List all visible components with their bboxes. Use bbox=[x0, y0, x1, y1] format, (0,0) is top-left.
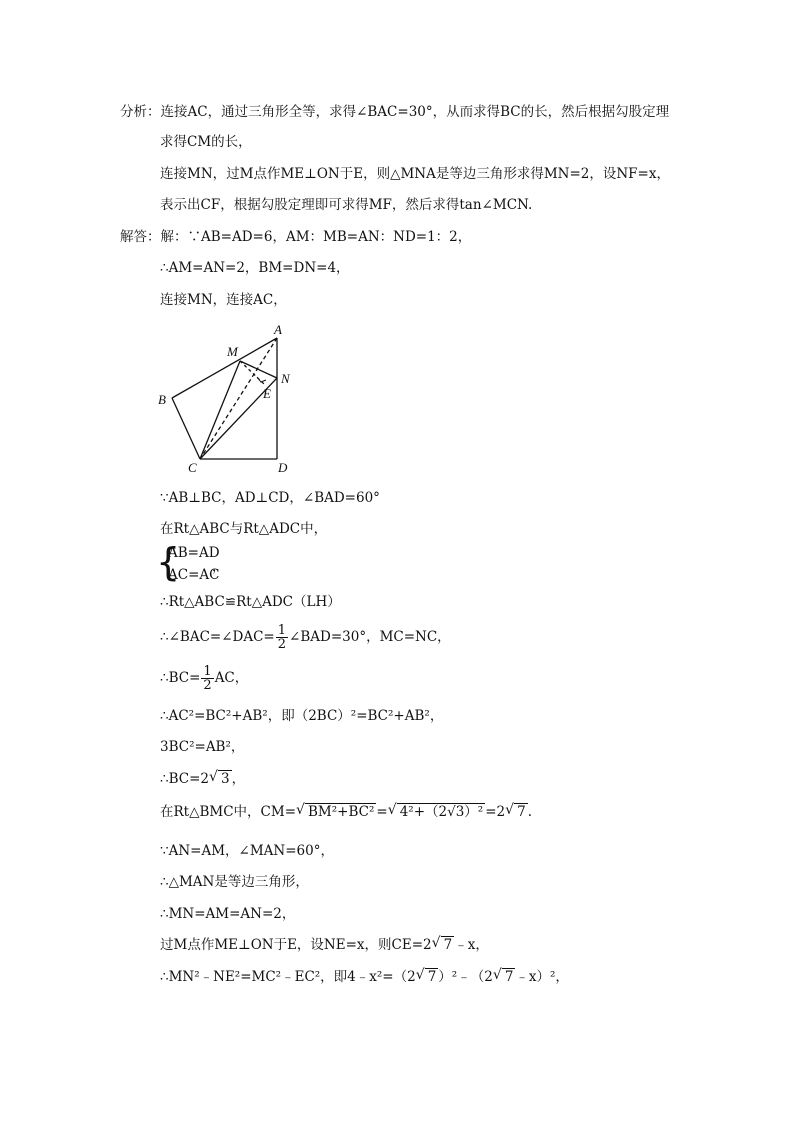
fraction-numerator: 1 bbox=[203, 664, 212, 679]
equation-system bbox=[156, 540, 276, 587]
line7-text-b: ∠BAD=30°，MC=NC， bbox=[289, 629, 451, 645]
brace-symbol: { bbox=[156, 540, 181, 584]
analysis-prefix: 分析： bbox=[120, 104, 161, 120]
solution-line-8 bbox=[160, 665, 248, 695]
sqrt-7: √ 7 bbox=[441, 936, 455, 953]
line17-text-a: ∴MN²﹣NE²=MC²﹣EC²，即4﹣x²=（2 bbox=[160, 969, 416, 985]
line11-text-b: ， bbox=[231, 771, 246, 787]
fraction-half bbox=[201, 665, 213, 692]
solution-line-3: 连接MN，连接AC， bbox=[160, 292, 287, 308]
solution-line-11 bbox=[160, 770, 245, 788]
label-N: N bbox=[281, 371, 290, 386]
sqrt-bm-bc: √ BM²+BC² bbox=[305, 803, 376, 820]
solution-line-9: ∴AC²=BC²+AB²，即（2BC）²=BC²+AB²， bbox=[160, 708, 444, 724]
system-row-2: AC=AC bbox=[168, 567, 220, 583]
analysis-line-2: 求得CM的长， bbox=[160, 134, 252, 150]
solution-line-14: ∴△MAN是等边三角形， bbox=[160, 874, 309, 890]
sqrt-4-2sqrt3: √ 4²+（2√3）² bbox=[397, 803, 486, 820]
fraction-denominator: 2 bbox=[277, 637, 287, 652]
label-E: E bbox=[263, 386, 271, 401]
fraction-denominator: 2 bbox=[203, 678, 212, 693]
analysis-line-4: 表示出CF，根据勾股定理即可求得MF，然后求得tan∠MCN. bbox=[160, 197, 533, 213]
line12-text-a: 在Rt△BMC中，CM= bbox=[160, 804, 297, 820]
sqrt-7: √ 7 bbox=[425, 968, 439, 985]
segment-AB bbox=[172, 338, 277, 398]
line12-text-c: . bbox=[527, 804, 533, 820]
line17-text-c: ﹣x）²， bbox=[515, 969, 569, 985]
line8-text-b: AC， bbox=[214, 670, 249, 686]
fraction-half bbox=[276, 624, 288, 651]
line16-text-b: ﹣x， bbox=[454, 937, 489, 953]
solution-line-13: ∵AN=AM，∠MAN=60°， bbox=[160, 843, 334, 859]
solution-line-16 bbox=[160, 936, 489, 954]
line8-text-a: ∴BC= bbox=[160, 670, 201, 686]
system-tail: ， bbox=[212, 559, 226, 575]
solution-line-10: 3BC²=AB²， bbox=[160, 739, 245, 755]
analysis-text-1: 连接AC，通过三角形全等，求得∠BAC=30°，从而求得BC的长，然后根据勾股定理 bbox=[160, 104, 670, 120]
solution-prefix: 解答： bbox=[120, 229, 161, 245]
line17-text-b: ）²﹣（2 bbox=[438, 969, 493, 985]
label-M: M bbox=[227, 344, 238, 359]
sqrt-7: √ 7 bbox=[514, 803, 528, 820]
solution-text-1: 解：∵AB=AD=6，AM：MB=AN：ND=1：2， bbox=[160, 229, 472, 245]
line7-text-a: ∴∠BAC=∠DAC= bbox=[160, 629, 275, 645]
solution-line-4: ∵AB⊥BC，AD⊥CD，∠BAD=60° bbox=[160, 490, 380, 506]
segment-BC bbox=[172, 398, 200, 459]
segment-CM bbox=[200, 361, 240, 459]
line16-text-a: 过M点作ME⊥ON于E，设NE=x，则CE=2 bbox=[160, 937, 432, 953]
solution-line-12 bbox=[160, 803, 532, 821]
solution-line-17 bbox=[160, 968, 569, 986]
solution-line-6: ∴Rt△ABC≌Rt△ADC（LH） bbox=[160, 594, 341, 610]
analysis-line-3: 连接MN，过M点作ME⊥ON于E，则△MNA是等边三角形求得MN=2，设NF=x， bbox=[160, 166, 670, 182]
sqrt-3: √ 3 bbox=[218, 770, 232, 787]
segment-MN bbox=[240, 361, 277, 378]
solution-line-1 bbox=[120, 228, 471, 246]
fraction-numerator: 1 bbox=[277, 623, 287, 638]
label-C: C bbox=[188, 460, 197, 475]
label-D: D bbox=[278, 460, 288, 475]
line12-eq: = bbox=[376, 804, 388, 820]
label-A: A bbox=[274, 322, 282, 337]
solution-line-7 bbox=[160, 624, 451, 654]
solution-line-5: 在Rt△ABC与Rt△ADC中， bbox=[160, 521, 328, 537]
sqrt-7: √ 7 bbox=[502, 968, 516, 985]
geometry-figure bbox=[150, 318, 310, 478]
system-row-1: AB=AD bbox=[168, 545, 220, 561]
line11-text-a: ∴BC=2 bbox=[160, 771, 209, 787]
analysis-line-1 bbox=[120, 103, 669, 121]
solution-line-15: ∴MN=AM=AN=2， bbox=[160, 906, 296, 922]
line12-text-b: =2 bbox=[485, 804, 506, 820]
solution-line-2: ∴AM=AN=2，BM=DN=4， bbox=[160, 260, 350, 276]
label-B: B bbox=[158, 392, 166, 407]
